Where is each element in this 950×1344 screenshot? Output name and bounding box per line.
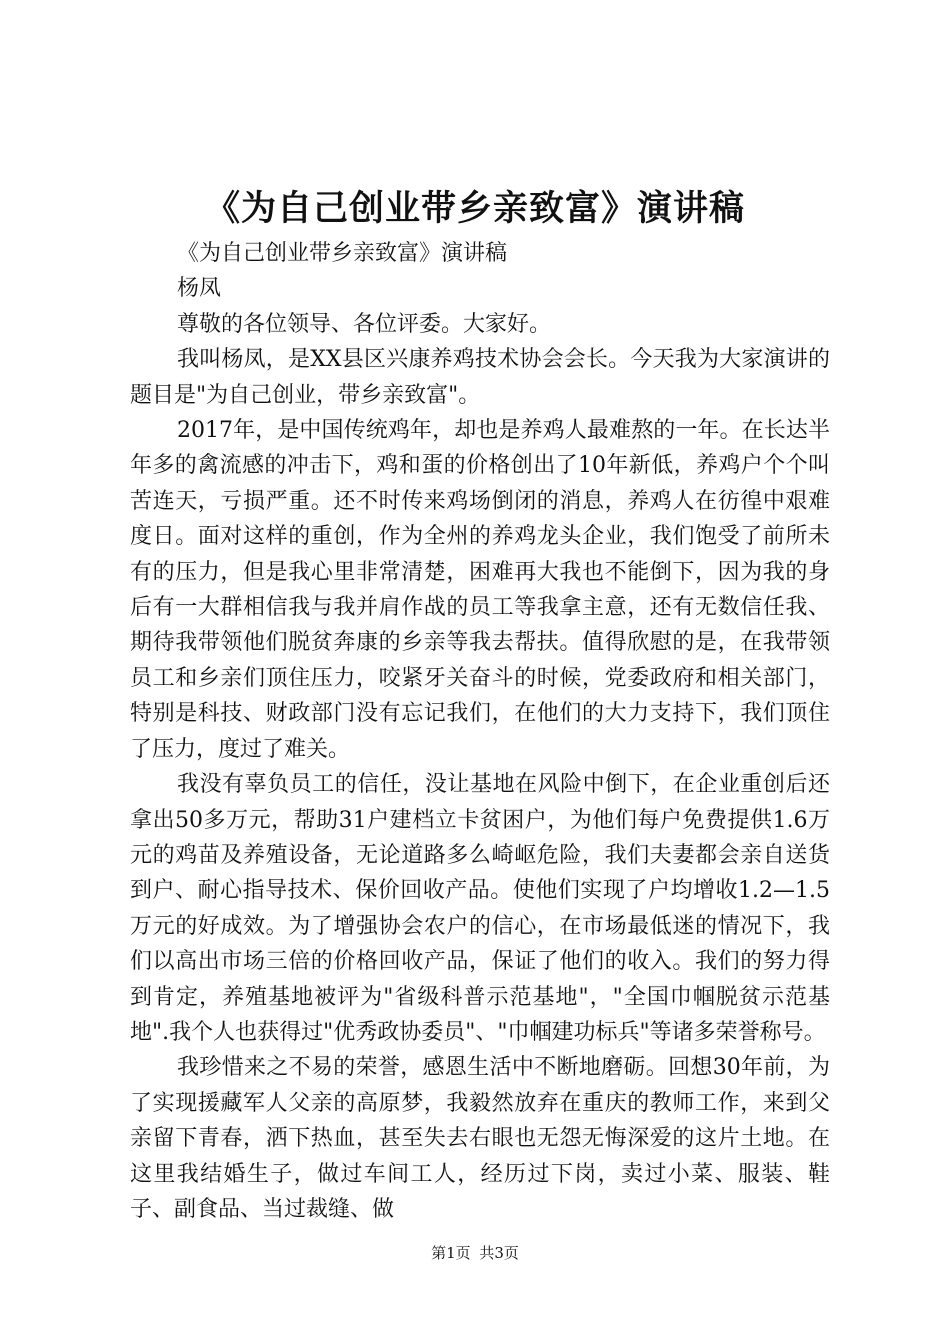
page-footer	[0, 1243, 950, 1263]
body-paragraph: 杨凤	[177, 276, 222, 302]
body-paragraph: 我珍惜来之不易的荣誉，感恩生活中不断地磨砺。回想30年前，为了实现援藏军人父亲的高原梦，我毅然放弃在重庆的教师工作，来到父亲留下青春，洒下热血，甚至失去右眼也无怨无悔深爱的这片土地。在这里我结婚生子，做过车间工人，经历过下岗，卖过小菜、服装、鞋子、副食品、当过裁缝、做	[130, 1055, 830, 1222]
body-paragraph: 我没有辜负员工的信任，没让基地在风险中倒下，在企业重创后还拿出50多万元，帮助31户建档立卡贫困户，为他们每户免费提供1.6万元的鸡苗及养殖设备，无论道路多么崎岖危险，我们夫妻都会亲自送货到户、耐心指导技术、保价回收产品。使他们实现了户均增收1.2—1.5万元的好成效。为了增强协会农户的信心，在市场最低迷的情况下，我们以高出市场三倍的价格回收产品，保证了他们的收入。我们的努力得到肯定，养殖基地被评为"省级科普示范基地"，"全国巾帼脱贫示范基地".我个人也获得过"优秀政协委员"、"巾帼建功标兵"等诸多荣誉称号。	[130, 772, 830, 1045]
page-total: 共3页	[479, 1244, 519, 1262]
body-paragraph: 《为自己创业带乡亲致富》演讲稿	[177, 241, 508, 266]
body-paragraph: 尊敬的各位领导、各位评委。大家好。	[177, 311, 552, 337]
page-number: 第1页	[431, 1244, 471, 1262]
body-paragraph: 2017年，是中国传统鸡年，却也是养鸡人最难熬的一年。在长达半年多的禽流感的冲击下，鸡和蛋的价格创出了10年新低，养鸡户个个叫苦连天，亏损严重。还不时传来鸡场倒闭的消息，养鸡人在彷徨中艰难度日。面对这样的重创，作为全州的养鸡龙头企业，我们饱受了前所未有的压力，但是我心里非常清楚，困难再大我也不能倒下，因为我的身后有一大群相信我与我并肩作战的员工等我拿主意，还有无数信任我、期待我带领他们脱贫奔康的乡亲等我去帮扶。值得欣慰的是，在我带领员工和乡亲们顶住压力，咬紧牙关奋斗的时候，党委政府和相关部门，特别是科技、财政部门没有忘记我们，在他们的大力支持下，我们顶住了压力，度过了难关。	[130, 418, 830, 762]
page-title: 《为自己创业带乡亲致富》演讲稿	[204, 189, 745, 229]
document-body	[130, 236, 830, 1227]
body-paragraph: 我叫杨凤，是XX县区兴康养鸡技术协会会长。今天我为大家演讲的题目是"为自己创业，带乡亲致富"。	[130, 347, 830, 408]
